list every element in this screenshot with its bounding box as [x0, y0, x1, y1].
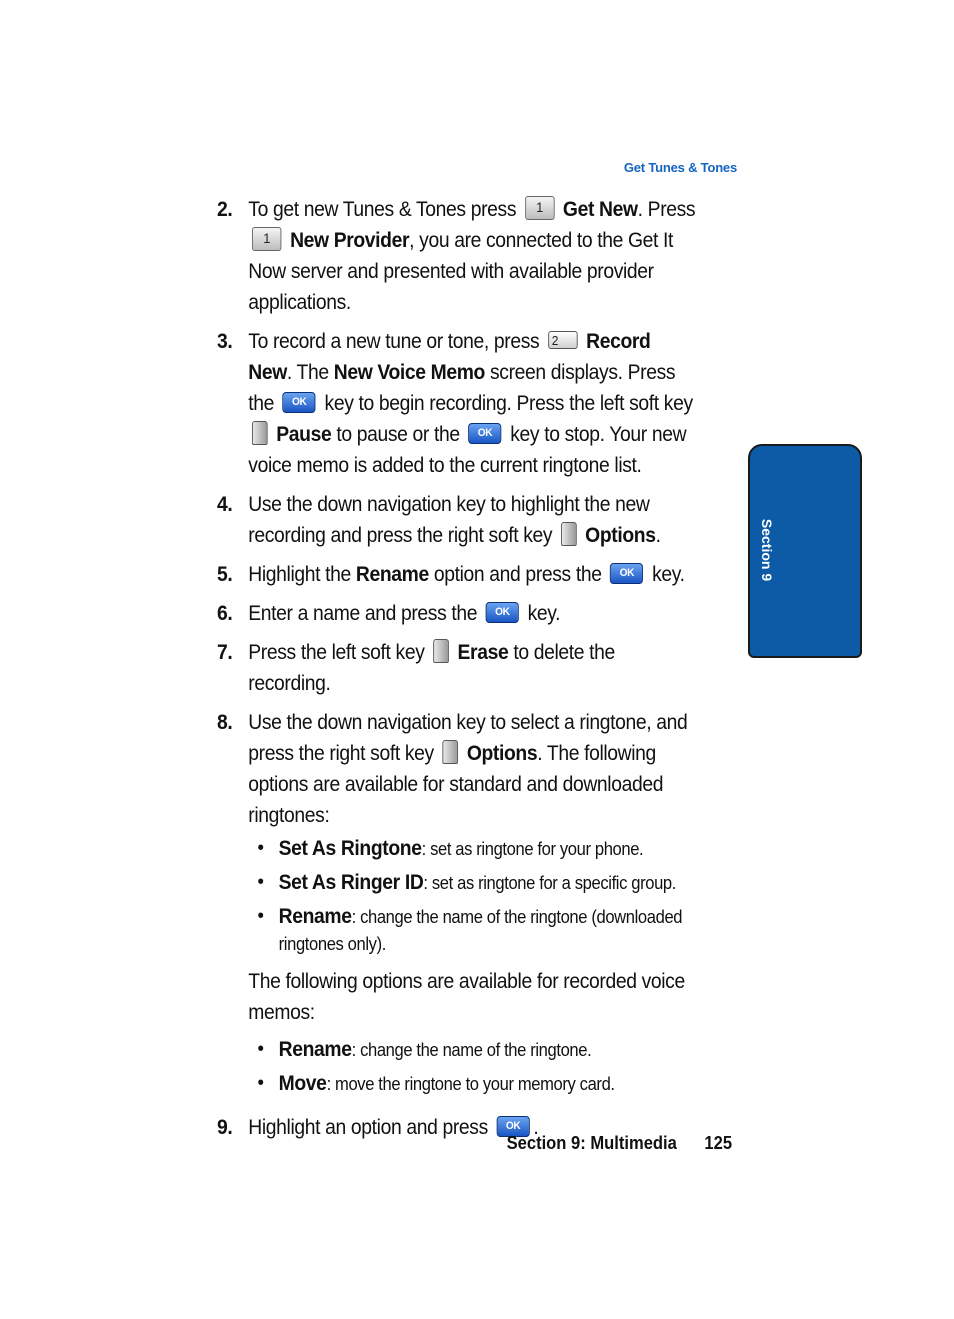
list-item: • Move: move the ringtone to your memory card. — [248, 1070, 695, 1098]
step-number: 8. — [217, 711, 233, 734]
left-soft-key-icon — [433, 639, 449, 663]
list-item: • Rename: change the name of the ringtone. — [248, 1036, 695, 1064]
ok-key-icon: OK — [610, 563, 643, 584]
list-item: • Set As Ringtone: set as ringtone for your phone. — [248, 835, 695, 863]
step-7: 7. Press the left soft key Erase to delete the recording. — [217, 637, 695, 699]
step-3: 3. To record a new tune or tone, press 2 Record New. The New Voice Memo screen displays. Press the OK key to begin recording. Press the left soft key Pause to pause or the OK key to stop. Your new voice memo is added to the current ringtone list. — [217, 326, 695, 481]
key-1-icon: 1 — [252, 227, 281, 251]
ok-key-icon: OK — [468, 423, 501, 444]
step-8: 8. Use the down navigation key to select a ringtone, and press the right soft key Options. The following options are available for standard and downloaded ringtones: • Set As Ringtone: set as ringtone for your phone. • Set As Ringer ID: set as ringtone for a specific group. • Rename: change the name of the ringtone (downloaded ringtones only). The following options are available for recorded voice memos: • Rename: change the name of the ringtone. • Move: move the ringtone to your memory card. — [217, 707, 695, 1104]
step-number: 9. — [217, 1116, 233, 1139]
recorded-memo-options — [248, 1036, 695, 1098]
step-4: 4. Use the down navigation key to highlight the new recording and press the right soft key Options. — [217, 489, 695, 551]
step-number: 6. — [217, 602, 233, 625]
ok-key-icon: OK — [283, 392, 316, 413]
step-number: 7. — [217, 641, 233, 664]
footer-section: Section 9: Multimedia — [506, 1133, 677, 1153]
step-9: 9. Highlight an option and press OK . — [217, 1112, 695, 1143]
step-5: 5. Highlight the Rename option and press the OK key. — [217, 559, 695, 590]
step-number: 5. — [217, 563, 233, 586]
list-item: • Rename: change the name of the ringtone (downloaded ringtones only). — [248, 903, 695, 958]
step-number: 3. — [217, 330, 233, 353]
ok-key-icon: OK — [497, 1116, 530, 1137]
step-number: 4. — [217, 493, 233, 516]
recorded-intro: The following options are available for recorded voice memos: — [248, 970, 685, 1024]
section-tab-label: Section 9 — [759, 518, 775, 582]
right-soft-key-icon — [443, 740, 459, 764]
key-2-icon: 2 — [548, 331, 577, 349]
step-number: 2. — [217, 198, 233, 221]
right-soft-key-icon — [561, 522, 577, 546]
instructions — [217, 194, 695, 1151]
step-2: 2. To get new Tunes & Tones press 1 Get New. Press 1 New Provider, you are connected to the Get It Now server and presented with available provider applications. — [217, 194, 695, 318]
standard-ringtone-options — [248, 835, 695, 958]
step-6: 6. Enter a name and press the OK key. — [217, 598, 695, 629]
list-item: • Set As Ringer ID: set as ringtone for a specific group. — [248, 869, 695, 897]
page-footer — [507, 1133, 732, 1154]
key-1-icon: 1 — [525, 196, 554, 220]
running-header: Get Tunes & Tones — [623, 160, 737, 175]
left-soft-key-icon — [252, 421, 268, 445]
page-number: 125 — [704, 1133, 732, 1153]
ok-key-icon: OK — [486, 602, 519, 623]
